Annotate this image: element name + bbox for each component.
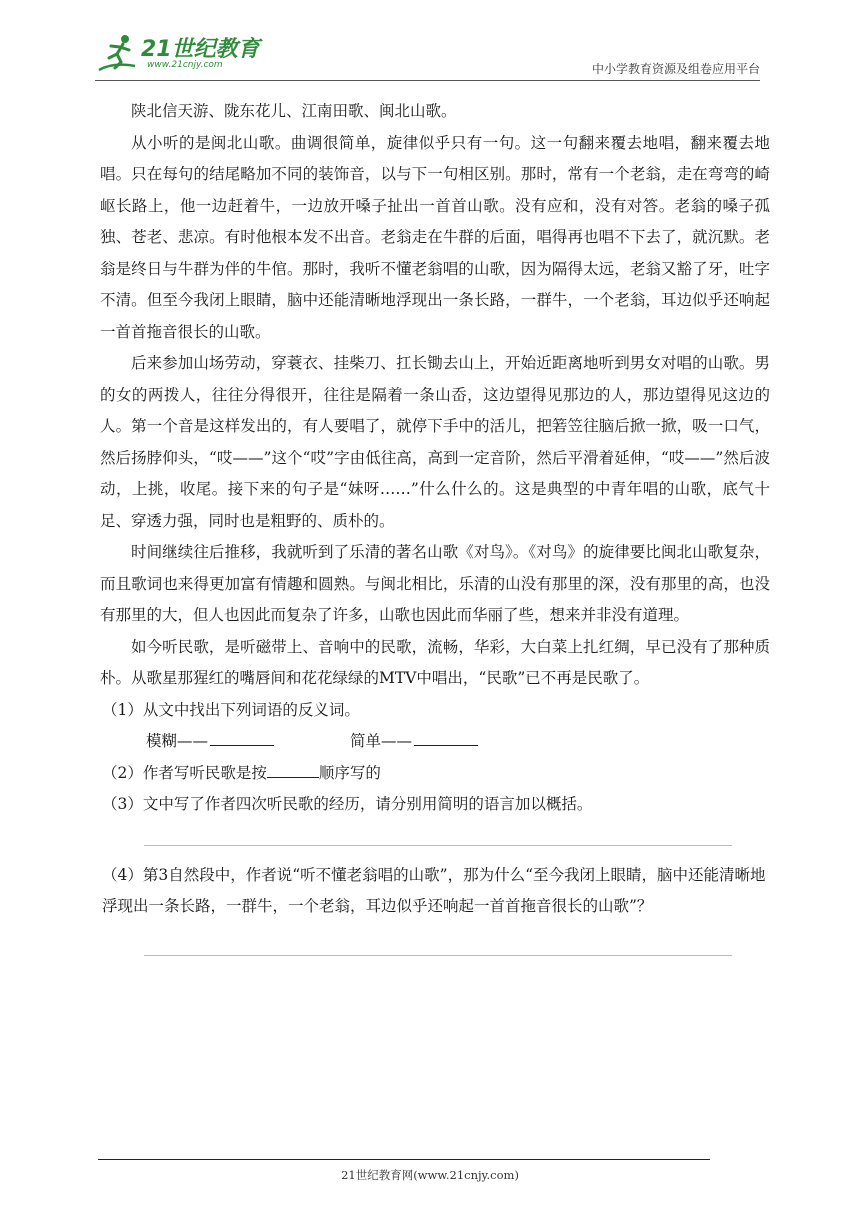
paragraph-2: 从小听的是闽北山歌。曲调很简单，旋律似乎只有一句。这一句翻来覆去地唱，翻来覆去地唱。只在每句的结尾略加不同的装饰音，以与下一句相区别。那时，常有一个老翁，走在弯弯的崎岖长路上，他一边赶着牛，一边放开嗓子扯出一首首山歌。没有应和，没有对答。老翁的嗓子孤独、苍老、悲凉。有时他根本发不出音。老翁走在牛群的后面，唱得再也唱不下去了，就沉默。老翁是终日与牛群为伴的牛倌。那时，我听不懂老翁唱的山歌，因为隔得太远，老翁又豁了牙，吐字不清。但至今我闭上眼睛，脑中还能清晰地浮现出一条长路，一群牛，一个老翁，耳边似乎还响起一首首拖音很长的山歌。 bbox=[100, 133, 770, 341]
question-4: （4）第3自然段中，作者说“听不懂老翁唱的山歌”，那为什么“至今我闭上眼睛，脑中还能清晰地浮现出一条长路，一群牛，一个老翁，耳边似乎还响起一首首拖音很长的山歌”？ bbox=[102, 865, 766, 915]
paragraph-5: 如今听民歌，是听磁带上、音响中的民歌，流畅，华彩，大白菜上扎红绸，早已没有了那种质朴。从歌星那猩红的嘴唇间和花花绿绿的MTV中唱出，“民歌”已不再是民歌了。 bbox=[100, 637, 770, 687]
answer-line-3[interactable] bbox=[144, 845, 732, 846]
running-figure-icon bbox=[95, 32, 141, 76]
header-divider bbox=[95, 80, 760, 81]
logo-text: 21世纪教育 bbox=[141, 37, 260, 62]
page-footer: 21世纪教育网(www.21cnjy.com) bbox=[341, 1168, 519, 1182]
question-2-text-before: （2）作者写听民歌是按 bbox=[102, 763, 267, 782]
antonym-word-2: 简单—— bbox=[350, 732, 413, 750]
question-3: （3）文中写了作者四次听民歌的经历，请分别用简明的语言加以概括。 bbox=[102, 795, 593, 813]
paragraph-4: 时间继续往后推移，我就听到了乐清的著名山歌《对鸟》。《对鸟》的旋律要比闽北山歌复杂，而且歌词也来得更加富有情趣和圆熟。与闽北相比，乐清的山没有那里的深，没有那里的高，也没有那里的大，但人也因此而复杂了许多，山歌也因此而华丽了些，想来并非没有道理。 bbox=[100, 543, 770, 624]
platform-name: 中小学教育资源及组卷应用平台 bbox=[591, 62, 760, 76]
logo bbox=[95, 32, 265, 76]
logo-url: www.21cnjy.com bbox=[147, 60, 223, 70]
paragraph-3: 后来参加山场劳动，穿蓑衣、挂柴刀、扛长锄去山上，开始近距离地听到男女对唱的山歌。男的女的两拨人，往往分得很开，往往是隔着一条山岙，这边望得见那边的人，那边望得见这边的人。第一个音是这样发出的，有人要唱了，就停下手中的活儿，把箬笠往脑后掀一掀，吸一口气，然后扬脖仰头，“哎——”这个“哎”字由低往高，高到一定音阶，然后平滑着延伸，“哎——”然后波动，上挑，收尾。接下来的句子是“妹呀……”什么什么的。这是典型的中青年唱的山歌，底气十足、穿透力强，同时也是粗野的、质朴的。 bbox=[100, 354, 770, 530]
order-blank[interactable] bbox=[267, 776, 319, 778]
answer-line-4[interactable] bbox=[144, 955, 732, 956]
antonym-blank-1[interactable] bbox=[210, 744, 274, 746]
antonym-blank-2[interactable] bbox=[414, 744, 478, 746]
question-1: （1）从文中找出下列词语的反义词。 bbox=[102, 700, 360, 719]
paragraph-1: 陕北信天游、陇东花儿、江南田歌、闽北山歌。 bbox=[131, 102, 457, 120]
antonym-word-1: 模糊—— bbox=[146, 732, 209, 750]
question-2-text-after: 顺序写的 bbox=[318, 763, 381, 782]
page-header bbox=[95, 30, 760, 82]
document-body bbox=[100, 96, 770, 956]
footer-divider bbox=[98, 1159, 710, 1160]
question-2 bbox=[100, 758, 770, 790]
antonym-pair-row bbox=[100, 726, 770, 758]
